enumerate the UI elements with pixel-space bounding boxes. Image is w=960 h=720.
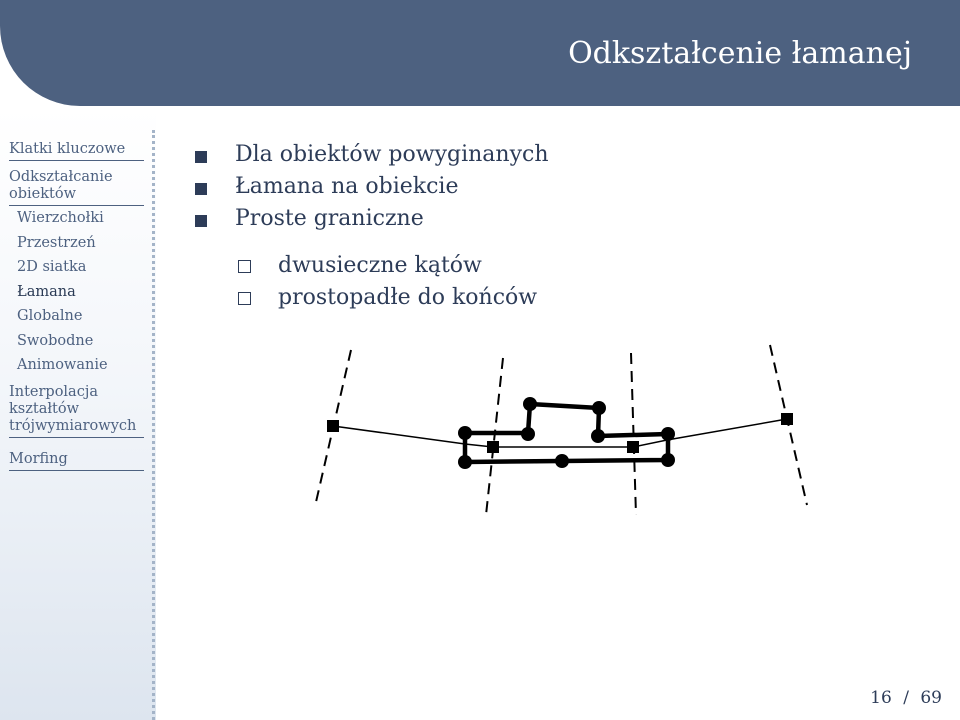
page-separator: / [903,688,909,708]
sidebar-item-label: Globalne [17,308,83,324]
bullet-list [195,140,549,236]
sidebar-item-label: Odkształcanie [9,169,113,185]
polyline-deformation-diagram [290,330,830,530]
sidebar-item-label: Łamana [17,284,76,300]
bullet-square-icon [195,151,207,163]
bullet-item [195,172,549,204]
object-vertex [591,429,605,443]
sidebar-item-przestrzen[interactable] [17,235,96,252]
header [0,0,960,108]
sidebar-item-label: Klatki kluczowe [9,141,126,157]
bullet-text: Łamana na obiekcie [235,174,459,199]
sidebar-section-underline [9,205,144,206]
sidebar-item-label: 2D siatka [17,259,87,275]
frame-title: Odkształcenie łamanej [568,36,912,71]
bullet-text: Proste graniczne [235,206,424,231]
sub-bullet-list [238,251,537,315]
sidebar-item-lamana[interactable] [17,284,76,301]
object-vertex [661,453,675,467]
sidebar-item-wierzcholki[interactable] [17,210,104,227]
object-vertex [592,401,606,415]
boundary-line [486,358,503,515]
object-polyline [465,404,668,462]
bullet-square-icon [195,183,207,195]
sidebar-item-globalne[interactable] [17,308,82,325]
sidebar-item-label: trójwymiarowych [9,418,137,434]
object-vertex [458,455,472,469]
bullet-item [195,204,549,236]
sidebar-item-animowanie[interactable] [17,357,108,374]
sidebar-item-swobodne[interactable] [17,333,93,350]
page-current: 16 [870,688,892,708]
sidebar-item-odksztalcanie-obiektow[interactable] [9,169,144,206]
sidebar-item-label: Swobodne [17,333,94,349]
sidebar-item-label: Interpolacja [9,384,98,400]
object-vertex [661,427,675,441]
object-vertex [521,427,535,441]
object-vertex [523,397,537,411]
guide-vertex [487,441,499,453]
sidebar-item-morfing[interactable] [9,451,144,471]
sidebar-item-label: kształtów [9,401,80,417]
guide-vertex [327,420,339,432]
sub-bullet-text: prostopadłe do końców [278,285,538,310]
sub-bullet-text: dwusieczne kątów [278,253,482,278]
sub-bullet-item [238,283,537,315]
page-total: 69 [920,688,942,708]
sidebar-item-label: Animowanie [17,357,108,373]
guide-polyline [333,419,787,447]
sidebar-item-label: obiektów [9,186,76,202]
sidebar-section-underline [9,437,144,438]
sidebar-dotted-divider [152,130,155,720]
guide-vertex [781,413,793,425]
sidebar-item-2d-siatka[interactable] [17,259,86,276]
sidebar-item-klatki-kluczowe[interactable] [9,141,144,161]
sidebar-item-label: Morfing [9,451,68,467]
object-vertex [555,454,569,468]
guide-vertex [627,441,639,453]
sub-bullet-box-icon [238,292,251,305]
object-vertex [458,426,472,440]
bullet-item [195,140,549,172]
sidebar-item-label: Przestrzeń [17,235,96,251]
sub-bullet-item [238,251,537,283]
sidebar-item-interpolacja[interactable] [9,384,144,438]
sidebar-item-label: Wierzchołki [17,210,104,226]
sub-bullet-box-icon [238,260,251,273]
bullet-text: Dla obiektów powyginanych [235,142,549,167]
bullet-square-icon [195,215,207,227]
page-number [870,688,942,708]
